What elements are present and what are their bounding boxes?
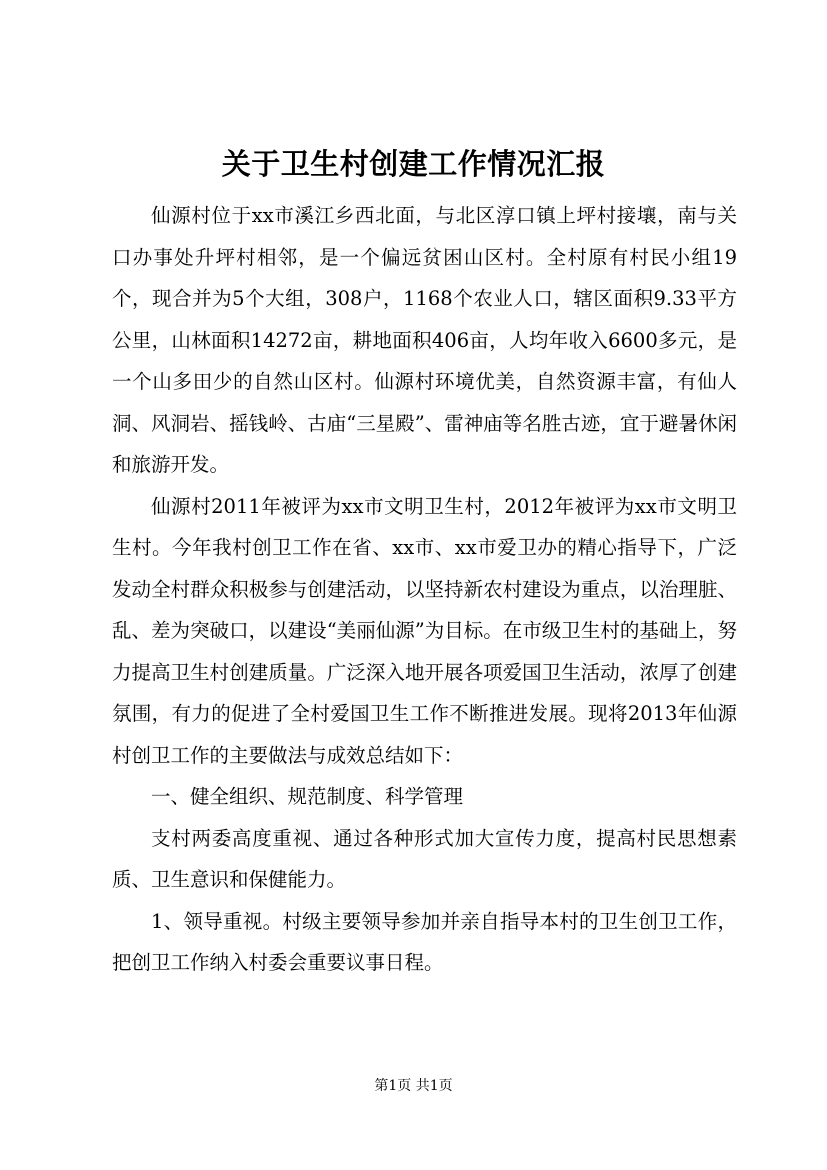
paragraph-leadership: 1、领导重视。村级主要领导参加并亲自指导本村的卫生创卫工作，把创卫工作纳入村委会重要议事日程。: [112, 909, 737, 974]
page-footer: 第1页 共1页: [374, 1078, 453, 1094]
document-title: 关于卫生村创建工作情况汇报: [221, 147, 606, 181]
paragraph-publicity: 支村两委高度重视、通过各种形式加大宣传力度，提高村民思想素质、卫生意识和保健能力。: [112, 826, 737, 891]
paragraph-achievements: 仙源村2011年被评为xx市文明卫生村，2012年被评为xx市文明卫生村。今年我村创卫工作在省、xx市、xx市爱卫办的精心指导下，广泛发动全村群众积极参与创建活动，以坚持新农村建设为重点，以治理脏、乱、差为突破口，以建设“美丽仙源”为目标。在市级卫生村的基础上，努力提高卫生村创建质量。广泛深入地开展各项爱国卫生活动，浓厚了创建氛围，有力的促进了全村爱国卫生工作不断推进发展。现将2013年仙源村创卫工作的主要做法与成效总结如下：: [112, 494, 737, 767]
document-body: [112, 195, 737, 984]
section-heading-organization: 一、健全组织、规范制度、科学管理: [151, 785, 464, 808]
paragraph-village-overview: 仙源村位于xx市溪江乡西北面，与北区淳口镇上坪村接壤，南与关口办事处升坪村相邻，是一个偏远贫困山区村。全村原有村民小组19个，现合并为5个大组，308户，1168个农业人口，辖区面积9.33平方公里，山林面积14272亩，耕地面积406亩，人均年收入6600多元，是一个山多田少的自然山区村。仙源村环境优美，自然资源丰富，有仙人洞、风洞岩、摇钱岭、古庙“三星殿”、雷神庙等名胜古迹，宜于避暑休闲和旅游开发。: [112, 204, 737, 476]
